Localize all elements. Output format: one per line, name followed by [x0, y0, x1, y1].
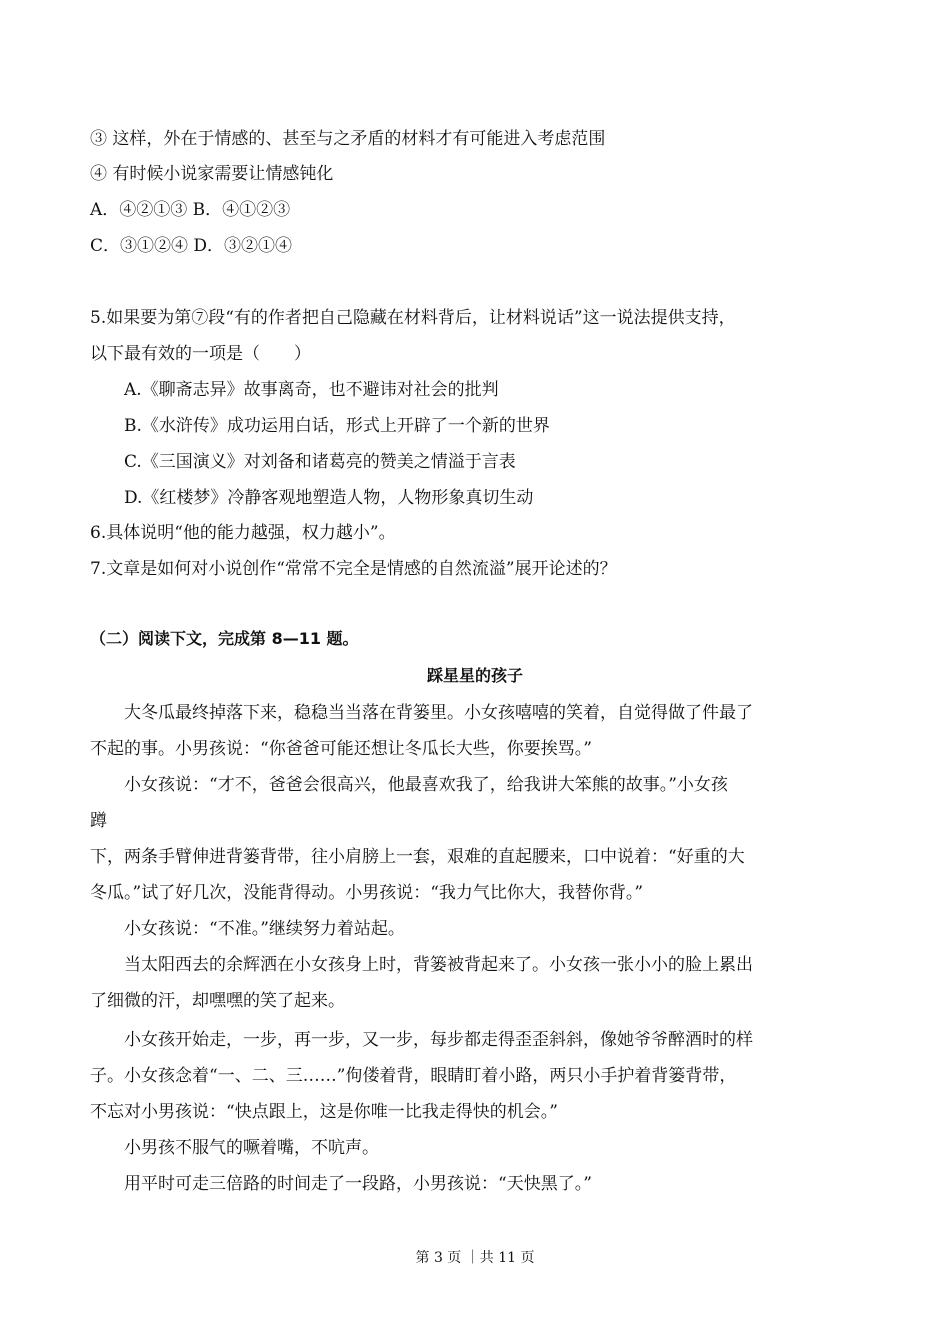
paragraph-3: 小女孩说：“不准。”继续努力着站起。: [124, 919, 405, 939]
q5-option-c: C.《三国演义》对刘备和诸葛亮的赞美之情溢于言表: [124, 452, 516, 472]
story-title: 踩星星的孩子: [426, 666, 523, 685]
paragraph-5-line-2: 子。小女孩念着“一、二、三……”佝偻着背，眼睛盯着小路，两只小手护着背篓背带，: [90, 1066, 737, 1086]
page-footer: 第 3 页 ｜共 11 页: [415, 1250, 535, 1266]
paragraph-2-line-3: 下，两条手臂伸进背篓背带，往小肩膀上一套，艰难的直起腰来，口中说着：“好重的大: [90, 847, 745, 867]
paragraph-4-line-2: 了细微的汗，却嘿嘿的笑了起来。: [90, 991, 345, 1011]
q5-option-d: D.《红楼梦》冷静客观地塑造人物，人物形象真切生动: [124, 488, 534, 508]
paragraph-5-line-3: 不忘对小男孩说：“快点跟上，这是你唯一比我走得快的机会。”: [90, 1102, 558, 1122]
paragraph-2-line-2: 蹲: [90, 811, 107, 831]
paragraph-1-line-2: 不起的事。小男孩说：“你爸爸可能还想让冬瓜长大些，你要挨骂。”: [90, 739, 592, 759]
q5-option-b: B.《水浒传》成功运用白话，形式上开辟了一个新的世界: [124, 416, 550, 436]
question-7: 7.文章是如何对小说创作“常常不完全是情感的自然流溢”展开论述的？: [90, 559, 617, 579]
section-heading: （二）阅读下文，完成第 8—11 题。: [90, 629, 359, 648]
paragraph-2-line-1: 小女孩说：“才不，爸爸会很高兴，他最喜欢我了，给我讲大笨熊的故事。”小女孩: [124, 775, 728, 795]
paragraph-7: 用平时可走三倍路的时间走了一段路，小男孩说：“天快黑了。”: [124, 1174, 592, 1194]
item-4: ④ 有时候小说家需要让情感钝化: [90, 164, 334, 184]
option-ab: A．④②①③ B．④①②③: [90, 200, 291, 220]
paragraph-4-line-1: 当太阳西去的余辉洒在小女孩身上时，背篓被背起来了。小女孩一张小小的脸上累出: [124, 955, 753, 975]
paragraph-5-line-1: 小女孩开始走，一步，再一步，又一步，每步都走得歪歪斜斜，像她爷爷醉酒时的样: [124, 1030, 753, 1050]
q5-option-a: A.《聊斋志异》故事离奇，也不避讳对社会的批判: [124, 380, 499, 400]
paragraph-2-line-4: 冬瓜。”试了好几次，没能背得动。小男孩说：“我力气比你大，我替你背。”: [90, 883, 644, 903]
q5-stem-line-1: 5.如果要为第⑦段“有的作者把自己隐藏在材料背后，让材料说话”这一说法提供支持，: [90, 308, 736, 328]
q5-stem-line-2: 以下最有效的一项是（ ）: [90, 344, 311, 364]
paragraph-6: 小男孩不服气的噘着嘴，不吭声。: [124, 1138, 379, 1158]
item-3: ③ 这样，外在于情感的、甚至与之矛盾的材料才有可能进入考虑范围: [90, 129, 606, 149]
paragraph-1-line-1: 大冬瓜最终掉落下来，稳稳当当落在背篓里。小女孩嘻嘻的笑着，自觉得做了件最了: [124, 703, 753, 723]
option-cd: C．③①②④ D．③②①④: [90, 236, 293, 256]
question-6: 6.具体说明“他的能力越强，权力越小”。: [90, 523, 396, 543]
